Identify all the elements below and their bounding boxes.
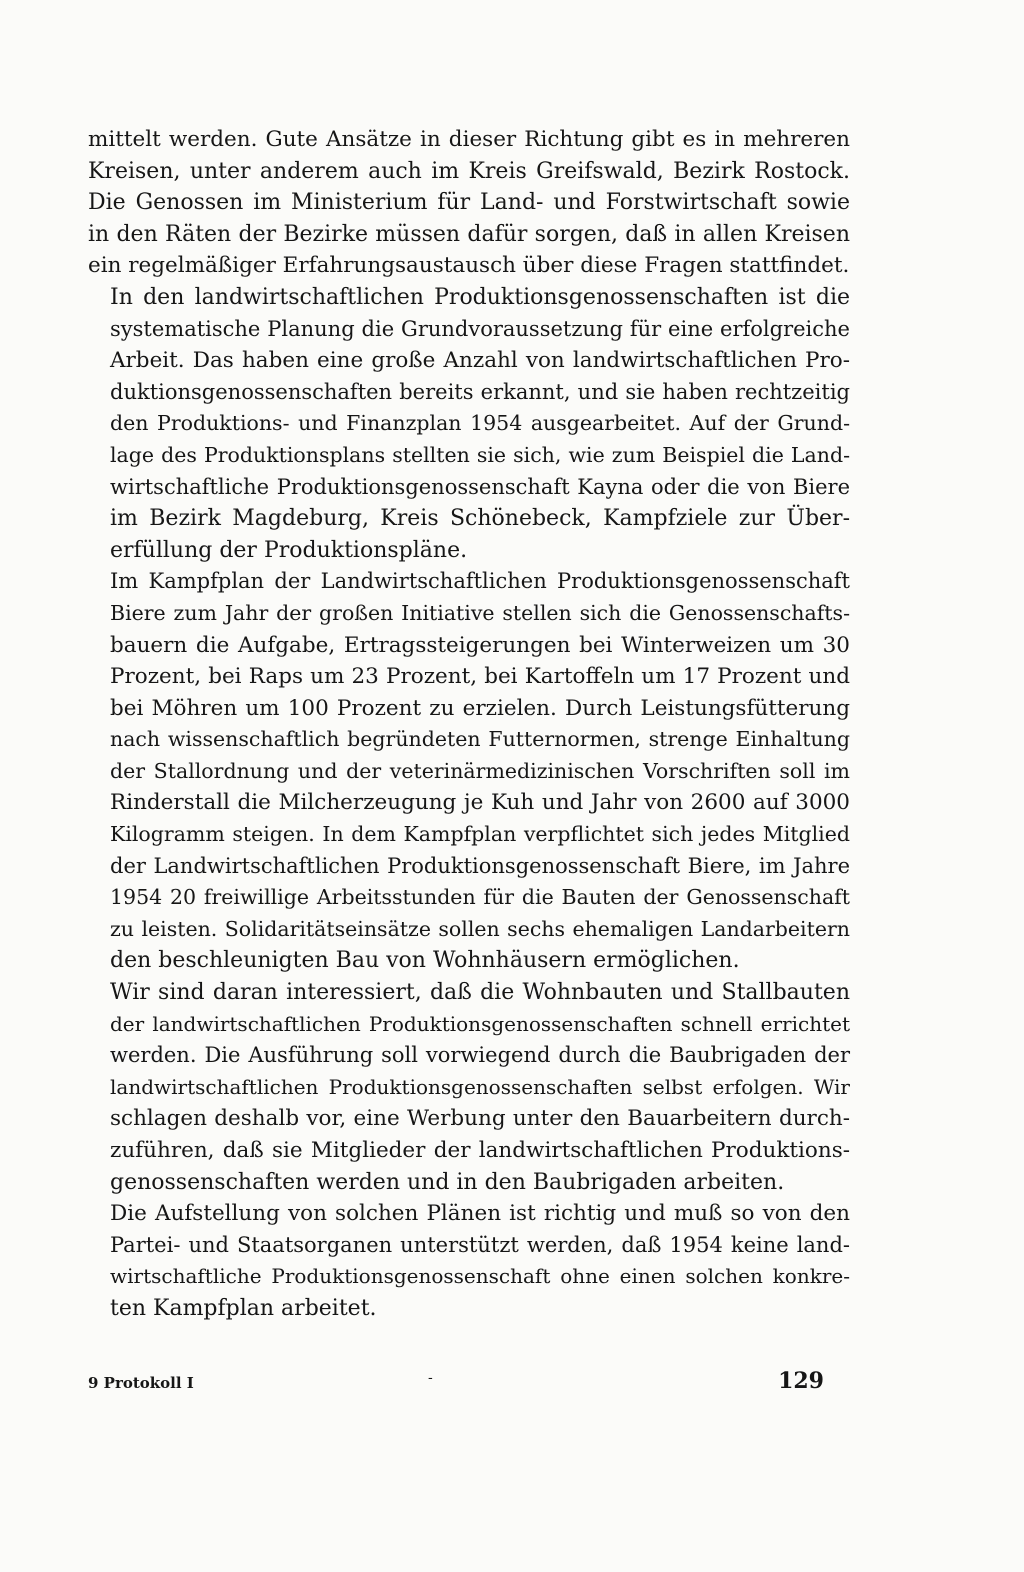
page-number: 129 <box>778 1368 824 1394</box>
text-line: zuführen, daß sie Mitglieder der landwirtschaftlichen Produktions- <box>110 1138 850 1163</box>
text-line: Biere zum Jahr der großen Initiative stellen sich die Genossenschafts- <box>110 600 850 625</box>
paragraph <box>88 566 850 977</box>
text-line: In den landwirtschaftlichen Produktionsgenossenschaften ist die <box>110 284 850 310</box>
text-line: schlagen deshalb vor, eine Werbung unter den Bauarbeitern durch- <box>110 1106 850 1132</box>
text-line: zu leisten. Solidaritätseinsätze sollen sechs ehemaligen Landarbeitern <box>110 916 850 941</box>
text-line: werden. Die Ausführung soll vorwiegend durch die Baubrigaden der <box>110 1043 850 1068</box>
text-line: den beschleunigten Bau von Wohnhäusern ermöglichen. <box>110 948 740 974</box>
text-line: Partei- und Staatsorganen unterstützt werden, daß 1954 keine land- <box>110 1232 850 1257</box>
paragraph <box>88 1198 850 1324</box>
text-line: der landwirtschaftlichen Produktionsgenossenschaften schnell errichtet <box>110 1011 850 1036</box>
text-line: bei Möhren um 100 Prozent zu erzielen. Durch Leistungsfütterung <box>110 695 850 721</box>
text-line: Die Aufstellung von solchen Plänen ist richtig und muß so von den <box>110 1201 850 1227</box>
text-line: systematische Planung die Grundvoraussetzung für eine erfolgreiche <box>110 316 850 341</box>
signature-mark: 9 Protokoll I <box>88 1374 194 1392</box>
text-line: Kilogramm steigen. In dem Kampfplan verpflichtet sich jedes Mitglied <box>110 822 850 847</box>
text-line: Kreisen, unter anderem auch im Kreis Greifswald, Bezirk Rostock. <box>88 158 850 184</box>
text-line: wirtschaftliche Produktionsgenossenschaft ohne einen solchen konkre- <box>110 1264 850 1289</box>
paragraph <box>88 124 850 282</box>
text-line: 1954 20 freiwillige Arbeitsstunden für die Bauten der Genossenschaft <box>110 885 850 910</box>
paragraph <box>88 977 850 1198</box>
text-line: ten Kampfplan arbeitet. <box>110 1295 377 1321</box>
text-line: ein regelmäßiger Erfahrungsaustausch über diese Fragen stattfindet. <box>88 253 850 279</box>
text-line: lage des Produktionsplans stellten sie sich, wie zum Beispiel die Land- <box>110 442 850 467</box>
text-line: der Landwirtschaftlichen Produktionsgenossenschaft Biere, im Jahre <box>110 853 850 878</box>
text-line: bauern die Aufgabe, Ertragssteigerungen bei Winterweizen um 30 <box>110 632 850 658</box>
text-line: mittelt werden. Gute Ansätze in dieser Richtung gibt es in mehreren <box>88 127 850 152</box>
text-line: den Produktions- und Finanzplan 1954 ausgearbeitet. Auf der Grund- <box>110 411 850 436</box>
text-line: Prozent, bei Raps um 23 Prozent, bei Kartoffeln um 17 Prozent und <box>110 664 850 690</box>
text-line: landwirtschaftlichen Produktionsgenossenschaften selbst erfolgen. Wir <box>110 1074 850 1099</box>
paragraph <box>88 282 850 566</box>
text-line: in den Räten der Bezirke müssen dafür sorgen, daß in allen Kreisen <box>88 221 850 247</box>
text-line: duktionsgenossenschaften bereits erkannt, und sie haben rechtzeitig <box>110 379 850 404</box>
footer-mark: - <box>428 1370 433 1386</box>
text-line: nach wissenschaftlich begründeten Futternormen, strenge Einhaltung <box>110 727 850 752</box>
text-line: genossenschaften werden und in den Baubrigaden arbeiten. <box>110 1169 785 1195</box>
text-line: Die Genossen im Ministerium für Land- und Forstwirtschaft sowie <box>88 190 850 216</box>
text-line: Im Kampfplan der Landwirtschaftlichen Produktionsgenossenschaft <box>110 569 850 594</box>
text-line: Arbeit. Das haben eine große Anzahl von landwirtschaftlichen Pro- <box>110 348 850 374</box>
text-line: Wir sind daran interessiert, daß die Wohnbauten und Stallbauten <box>110 980 850 1006</box>
text-line: wirtschaftliche Produktionsgenossenschaft Kayna oder die von Biere <box>110 474 850 499</box>
text-line: erfüllung der Produktionspläne. <box>110 537 468 563</box>
page-footer <box>88 1368 850 1398</box>
text-line: Rinderstall die Milcherzeugung je Kuh und Jahr von 2600 auf 3000 <box>110 790 850 816</box>
text-line: der Stallordnung und der veterinärmedizinischen Vorschriften soll im <box>110 758 850 783</box>
body-text <box>88 124 850 1325</box>
text-line: im Bezirk Magdeburg, Kreis Schönebeck, Kampfziele zur Über- <box>110 506 850 532</box>
